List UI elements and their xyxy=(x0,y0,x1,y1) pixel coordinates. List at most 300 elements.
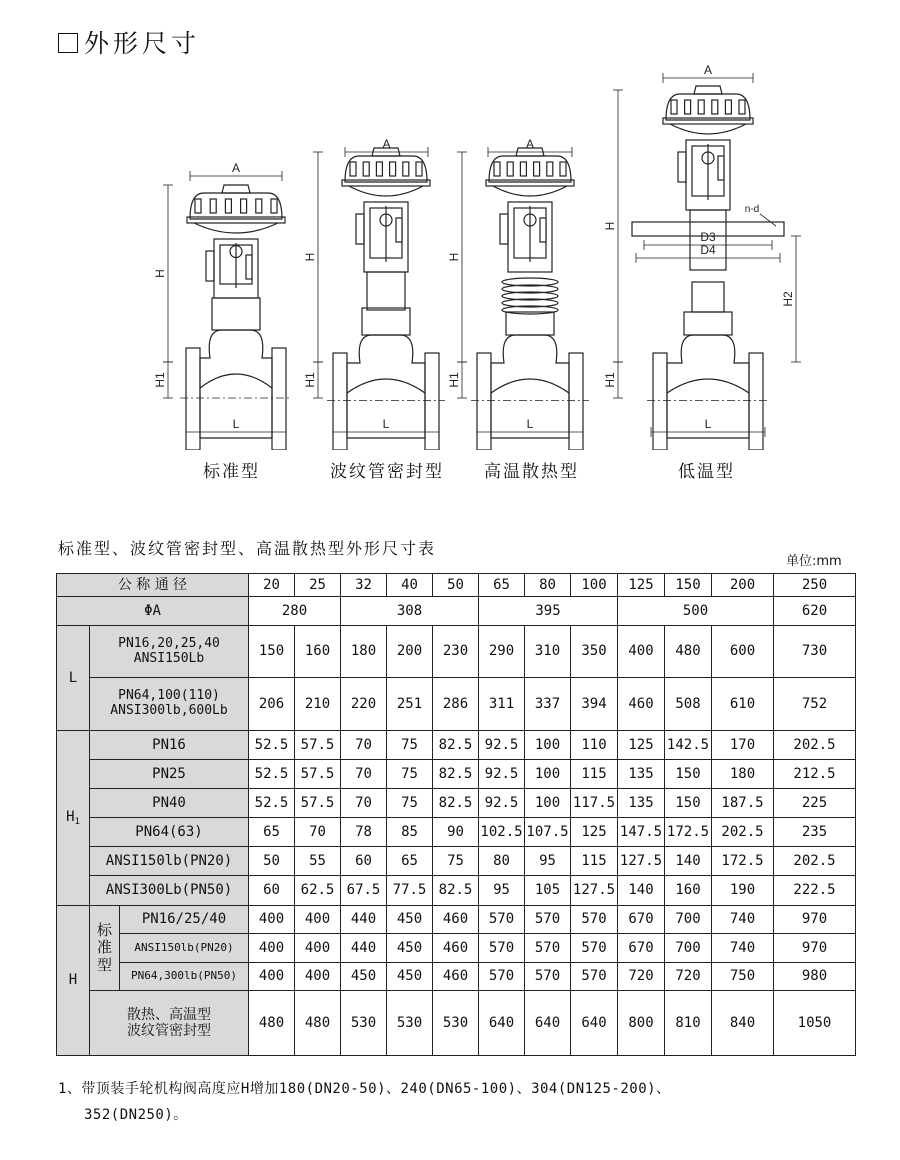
value-cell: 640 xyxy=(571,991,618,1056)
header-row xyxy=(57,574,856,597)
dim-nd-label: n-d xyxy=(744,204,760,215)
value-cell: 720 xyxy=(665,963,712,991)
value-cell: 57.5 xyxy=(295,760,341,789)
actuator-bolt xyxy=(195,199,201,213)
left-flange xyxy=(653,353,667,450)
body-passage xyxy=(347,379,425,393)
extension-neck xyxy=(692,282,724,312)
row-label-line: 散热、高温型 xyxy=(127,1006,211,1023)
value-cell: 52.5 xyxy=(249,731,295,760)
dim-A-standard-label: A xyxy=(231,161,241,175)
std-char: 准 xyxy=(96,938,112,957)
caption-high-temp: 高温散热型 xyxy=(484,462,579,482)
H1-group-label xyxy=(57,731,90,906)
row-label: ANSI300Lb(PN50) xyxy=(90,876,249,906)
value-cell: 202.5 xyxy=(774,847,856,876)
dim-H-low-temp-label: H xyxy=(603,221,617,231)
value-cell: 135 xyxy=(618,789,665,818)
actuator-bolt xyxy=(390,162,396,176)
stroke-scale xyxy=(246,255,252,279)
value-cell: 460 xyxy=(433,934,479,963)
value-cell: 110 xyxy=(571,731,618,760)
positioner-block xyxy=(206,251,214,281)
row-label-line: PN16,20,25,40 xyxy=(118,635,220,651)
table-row xyxy=(57,731,856,760)
dim-A-bellows-label: A xyxy=(382,137,391,151)
value-cell: 95 xyxy=(525,847,571,876)
header-label: 公 称 通 径 xyxy=(57,574,249,597)
actuator-bolt xyxy=(363,162,369,176)
value-cell: 70 xyxy=(341,789,387,818)
left-flange xyxy=(477,353,491,450)
value-cell: 400 xyxy=(249,906,295,934)
value-cell: 720 xyxy=(618,963,665,991)
stroke-scale xyxy=(540,218,546,242)
value-cell: 230 xyxy=(433,626,479,678)
dim-H-standard-label: H xyxy=(153,269,167,278)
actuator-bolt xyxy=(547,162,553,176)
row-label-line: PN64,100(110) xyxy=(118,688,220,704)
value-cell: 82.5 xyxy=(433,731,479,760)
dn-cell: 80 xyxy=(525,574,571,597)
value-cell: 480 xyxy=(295,991,341,1056)
table-row xyxy=(57,847,856,876)
value-cell: 730 xyxy=(774,626,856,678)
positioner-block xyxy=(500,214,508,244)
value-cell: 570 xyxy=(571,963,618,991)
value-cell: 970 xyxy=(774,906,856,934)
value-cell: 400 xyxy=(295,934,341,963)
value-cell: 570 xyxy=(571,934,618,963)
value-cell: 400 xyxy=(295,963,341,991)
value-cell: 800 xyxy=(618,991,665,1056)
value-cell: 202.5 xyxy=(774,731,856,760)
value-cell: 85 xyxy=(387,818,433,847)
value-cell: 460 xyxy=(618,678,665,731)
value-cell: 70 xyxy=(341,760,387,789)
dim-L-standard-label: L xyxy=(232,417,240,431)
actuator-diaphragm xyxy=(489,156,571,182)
positioner-block xyxy=(356,214,364,244)
value-cell: 480 xyxy=(249,991,295,1056)
row-label: PN64(63) xyxy=(90,818,249,847)
actuator-bolt xyxy=(271,199,277,213)
footnote xyxy=(58,1076,858,1128)
value-cell: 105 xyxy=(525,876,571,906)
value-cell: 286 xyxy=(433,678,479,731)
value-cell: 90 xyxy=(433,818,479,847)
value-cell: 740 xyxy=(712,906,774,934)
actuator-bolt xyxy=(494,162,500,176)
value-cell: 460 xyxy=(433,906,479,934)
table-row xyxy=(57,818,856,847)
value-cell: 235 xyxy=(774,818,856,847)
body-passage xyxy=(491,379,569,393)
actuator-bolt xyxy=(350,162,356,176)
value-cell: 1050 xyxy=(774,991,856,1056)
row-label: PN40 xyxy=(90,789,249,818)
value-cell: 117.5 xyxy=(571,789,618,818)
dim-H1-bellows-label: H1 xyxy=(303,372,317,388)
value-cell: 337 xyxy=(525,678,571,731)
positioner-block xyxy=(678,152,686,182)
dim-nd-leader xyxy=(760,214,776,226)
row-label: PN16/25/40 xyxy=(120,906,249,934)
value-cell: 350 xyxy=(571,626,618,678)
value-cell: 92.5 xyxy=(479,789,525,818)
value-cell: 450 xyxy=(387,963,433,991)
value-cell: 82.5 xyxy=(433,789,479,818)
row-label: PN16 xyxy=(90,731,249,760)
value-cell: 530 xyxy=(433,991,479,1056)
value-cell: 210 xyxy=(295,678,341,731)
value-cell: 220 xyxy=(341,678,387,731)
value-cell: 67.5 xyxy=(341,876,387,906)
phiA-cell: 280 xyxy=(249,597,341,626)
dim-L-bellows-label: L xyxy=(382,417,390,431)
value-cell: 60 xyxy=(341,847,387,876)
value-cell: 810 xyxy=(665,991,712,1056)
value-cell: 440 xyxy=(341,934,387,963)
actuator-bolt xyxy=(256,199,262,213)
dn-cell: 65 xyxy=(479,574,525,597)
phiA-cell: 500 xyxy=(618,597,774,626)
dim-H1-high-temp-label: H1 xyxy=(447,372,461,388)
actuator-bolt xyxy=(376,162,382,176)
value-cell: 600 xyxy=(712,626,774,678)
table-row xyxy=(57,626,856,678)
value-cell: 187.5 xyxy=(712,789,774,818)
value-cell: 62.5 xyxy=(295,876,341,906)
dn-cell: 20 xyxy=(249,574,295,597)
dim-H2-label: H2 xyxy=(781,291,795,307)
value-cell: 170 xyxy=(712,731,774,760)
actuator-bolt xyxy=(241,199,247,213)
actuator-cap xyxy=(222,185,250,193)
actuator-bolt xyxy=(416,162,422,176)
value-cell: 570 xyxy=(525,934,571,963)
value-cell: 570 xyxy=(479,934,525,963)
value-cell: 75 xyxy=(387,789,433,818)
page-title-text: 外形尺寸 xyxy=(84,29,201,58)
dim-L-low-temp-label: L xyxy=(704,417,712,431)
dn-cell: 40 xyxy=(387,574,433,597)
value-cell: 670 xyxy=(618,934,665,963)
actuator-bolt xyxy=(225,199,231,213)
bonnet xyxy=(506,312,554,335)
value-cell: 450 xyxy=(387,906,433,934)
value-cell: 127.5 xyxy=(618,847,665,876)
value-cell: 55 xyxy=(295,847,341,876)
value-cell: 640 xyxy=(479,991,525,1056)
value-cell: 125 xyxy=(618,731,665,760)
value-cell: 65 xyxy=(387,847,433,876)
value-cell: 400 xyxy=(618,626,665,678)
value-cell: 840 xyxy=(712,991,774,1056)
actuator-bolt xyxy=(560,162,566,176)
row-label xyxy=(90,678,249,731)
value-cell: 394 xyxy=(571,678,618,731)
value-cell: 190 xyxy=(712,876,774,906)
table-row xyxy=(57,678,856,731)
value-cell: 530 xyxy=(341,991,387,1056)
stroke-scale xyxy=(718,156,724,180)
value-cell: 92.5 xyxy=(479,731,525,760)
actuator-flange xyxy=(187,217,285,223)
value-cell: 75 xyxy=(387,760,433,789)
value-cell: 150 xyxy=(249,626,295,678)
actuator-lower-case xyxy=(493,186,567,196)
drawing-root xyxy=(153,63,801,450)
dn-cell: 25 xyxy=(295,574,341,597)
right-flange xyxy=(569,353,583,450)
table-row xyxy=(57,760,856,789)
value-cell: 570 xyxy=(479,963,525,991)
value-cell: 82.5 xyxy=(433,760,479,789)
value-cell: 82.5 xyxy=(433,876,479,906)
value-cell: 80 xyxy=(479,847,525,876)
dn-cell: 100 xyxy=(571,574,618,597)
value-cell: 180 xyxy=(712,760,774,789)
value-cell: 530 xyxy=(387,991,433,1056)
bonnet xyxy=(684,312,732,335)
standard-type-label xyxy=(90,906,120,991)
value-cell: 700 xyxy=(665,906,712,934)
value-cell: 251 xyxy=(387,678,433,731)
actuator-bolt xyxy=(685,100,691,114)
value-cell: 57.5 xyxy=(295,731,341,760)
value-cell: 60 xyxy=(249,876,295,906)
value-cell: 570 xyxy=(525,963,571,991)
dim-L-high-temp-label: L xyxy=(526,417,534,431)
value-cell: 140 xyxy=(618,876,665,906)
value-cell: 77.5 xyxy=(387,876,433,906)
value-cell: 75 xyxy=(387,731,433,760)
value-cell: 980 xyxy=(774,963,856,991)
actuator-bolt xyxy=(403,162,409,176)
actuator-cap xyxy=(694,86,722,94)
value-cell: 400 xyxy=(249,934,295,963)
phiA-cell: 620 xyxy=(774,597,856,626)
value-cell: 70 xyxy=(341,731,387,760)
bonnet xyxy=(362,308,410,335)
actuator-lower-case xyxy=(670,124,746,134)
actuator-flange xyxy=(663,118,753,124)
table-row xyxy=(57,934,856,963)
value-cell: 75 xyxy=(433,847,479,876)
phiA-cell: 308 xyxy=(341,597,479,626)
actuator-diaphragm xyxy=(345,156,427,182)
value-cell: 100 xyxy=(525,760,571,789)
value-cell: 127.5 xyxy=(571,876,618,906)
value-cell: 102.5 xyxy=(479,818,525,847)
value-cell: 480 xyxy=(665,626,712,678)
value-cell: 100 xyxy=(525,789,571,818)
value-cell: 135 xyxy=(618,760,665,789)
dn-cell: 32 xyxy=(341,574,387,597)
value-cell: 160 xyxy=(295,626,341,678)
value-cell: 610 xyxy=(712,678,774,731)
actuator-bolt xyxy=(725,100,731,114)
value-cell: 172.5 xyxy=(712,847,774,876)
dim-D3-label: D3 xyxy=(700,230,716,244)
dim-H1-standard-label: H1 xyxy=(153,372,167,388)
phiA-cell: 395 xyxy=(479,597,618,626)
caption-low-temp: 低温型 xyxy=(678,462,735,482)
value-cell: 212.5 xyxy=(774,760,856,789)
dimension-table xyxy=(56,573,856,1056)
H1-label-main: H xyxy=(66,808,75,825)
value-cell: 150 xyxy=(665,789,712,818)
value-cell: 70 xyxy=(295,818,341,847)
value-cell: 311 xyxy=(479,678,525,731)
actuator-bolt xyxy=(739,100,745,114)
value-cell: 125 xyxy=(571,818,618,847)
value-cell: 310 xyxy=(525,626,571,678)
dim-A-high-temp-label: A xyxy=(525,137,535,151)
value-cell: 160 xyxy=(665,876,712,906)
value-cell: 57.5 xyxy=(295,789,341,818)
actuator-bolt xyxy=(698,100,704,114)
dim-H-bellows-label: H xyxy=(303,252,317,262)
value-cell: 640 xyxy=(525,991,571,1056)
table-row xyxy=(57,963,856,991)
value-cell: 115 xyxy=(571,760,618,789)
stroke-scale xyxy=(396,218,402,242)
bonnet xyxy=(212,298,260,330)
body-passage xyxy=(200,374,272,388)
value-cell: 570 xyxy=(479,906,525,934)
row-label xyxy=(90,991,249,1056)
body-passage xyxy=(667,379,749,393)
value-cell: 290 xyxy=(479,626,525,678)
value-cell: 65 xyxy=(249,818,295,847)
footnote-line: 1、带顶装手轮机构阀高度应H增加180(DN20-50)、240(DN65-100)、304(DN125-200)、 xyxy=(58,1081,671,1097)
right-flange xyxy=(425,353,439,450)
std-char: 型 xyxy=(96,955,112,974)
value-cell: 200 xyxy=(387,626,433,678)
dim-H1-low-temp-label: H1 xyxy=(603,372,617,388)
value-cell: 970 xyxy=(774,934,856,963)
value-cell: 570 xyxy=(571,906,618,934)
value-cell: 400 xyxy=(249,963,295,991)
value-cell: 95 xyxy=(479,876,525,906)
table-row xyxy=(57,876,856,906)
row-label-line: 波纹管密封型 xyxy=(127,1023,211,1039)
actuator-bolt xyxy=(671,100,677,114)
actuator-bolt xyxy=(507,162,513,176)
dim-H-high-temp-label: H xyxy=(447,252,461,262)
actuator-diaphragm xyxy=(190,193,282,219)
actuator-bolt xyxy=(534,162,540,176)
value-cell: 150 xyxy=(665,760,712,789)
caption-standard: 标准型 xyxy=(203,462,260,482)
value-cell: 50 xyxy=(249,847,295,876)
actuator-bolt xyxy=(210,199,216,213)
value-cell: 206 xyxy=(249,678,295,731)
table-row xyxy=(57,991,856,1056)
table-row xyxy=(57,906,856,934)
value-cell: 460 xyxy=(433,963,479,991)
table-caption: 标准型、波纹管密封型、高温散热型外形尺寸表 xyxy=(58,539,437,558)
dn-cell: 200 xyxy=(712,574,774,597)
value-cell: 222.5 xyxy=(774,876,856,906)
actuator-flange xyxy=(342,180,430,186)
value-cell: 670 xyxy=(618,906,665,934)
row-label: ANSI150lb(PN20) xyxy=(120,934,249,963)
unit-label: 单位:mm xyxy=(786,554,842,569)
value-cell: 147.5 xyxy=(618,818,665,847)
actuator-lower-case xyxy=(349,186,423,196)
table-row xyxy=(57,789,856,818)
left-flange xyxy=(333,353,347,450)
value-cell: 700 xyxy=(665,934,712,963)
phiA-row xyxy=(57,597,856,626)
row-label: PN25 xyxy=(90,760,249,789)
value-cell: 440 xyxy=(341,906,387,934)
value-cell: 52.5 xyxy=(249,760,295,789)
right-flange xyxy=(272,348,286,450)
value-cell: 225 xyxy=(774,789,856,818)
row-label: ANSI150lb(PN20) xyxy=(90,847,249,876)
actuator-diaphragm xyxy=(666,94,750,120)
actuator-bolt xyxy=(520,162,526,176)
row-label: PN64,300lb(PN50) xyxy=(120,963,249,991)
actuator-lower-case xyxy=(194,223,278,233)
dim-A-low-temp-label: A xyxy=(703,63,713,77)
std-char: 标 xyxy=(96,921,112,940)
value-cell: 180 xyxy=(341,626,387,678)
H-group-label: H xyxy=(57,906,90,1056)
row-label xyxy=(90,626,249,678)
right-flange xyxy=(749,353,763,450)
value-cell: 202.5 xyxy=(712,818,774,847)
value-cell: 570 xyxy=(525,906,571,934)
dn-cell: 50 xyxy=(433,574,479,597)
value-cell: 508 xyxy=(665,678,712,731)
L-group-label: L xyxy=(57,626,90,731)
value-cell: 78 xyxy=(341,818,387,847)
value-cell: 107.5 xyxy=(525,818,571,847)
valve-drawings xyxy=(0,50,900,450)
value-cell: 52.5 xyxy=(249,789,295,818)
dim-D4-label: D4 xyxy=(700,243,716,257)
footnote-line: 352(DN250)。 xyxy=(84,1107,188,1123)
phiA-label: ΦA xyxy=(57,597,249,626)
caption-bellows: 波纹管密封型 xyxy=(330,462,444,482)
value-cell: 140 xyxy=(665,847,712,876)
row-label-line: ANSI150Lb xyxy=(133,650,205,666)
value-cell: 172.5 xyxy=(665,818,712,847)
value-cell: 750 xyxy=(712,963,774,991)
value-cell: 92.5 xyxy=(479,760,525,789)
value-cell: 142.5 xyxy=(665,731,712,760)
value-cell: 450 xyxy=(387,934,433,963)
dn-cell: 150 xyxy=(665,574,712,597)
value-cell: 400 xyxy=(295,906,341,934)
left-flange xyxy=(186,348,200,450)
actuator-bolt xyxy=(712,100,718,114)
value-cell: 450 xyxy=(341,963,387,991)
H1-label-sub: 1 xyxy=(74,816,80,827)
actuator-flange xyxy=(486,180,574,186)
extension-bonnet xyxy=(367,272,405,310)
value-cell: 100 xyxy=(525,731,571,760)
value-cell: 752 xyxy=(774,678,856,731)
dn-cell: 250 xyxy=(774,574,856,597)
value-cell: 115 xyxy=(571,847,618,876)
value-cell: 740 xyxy=(712,934,774,963)
